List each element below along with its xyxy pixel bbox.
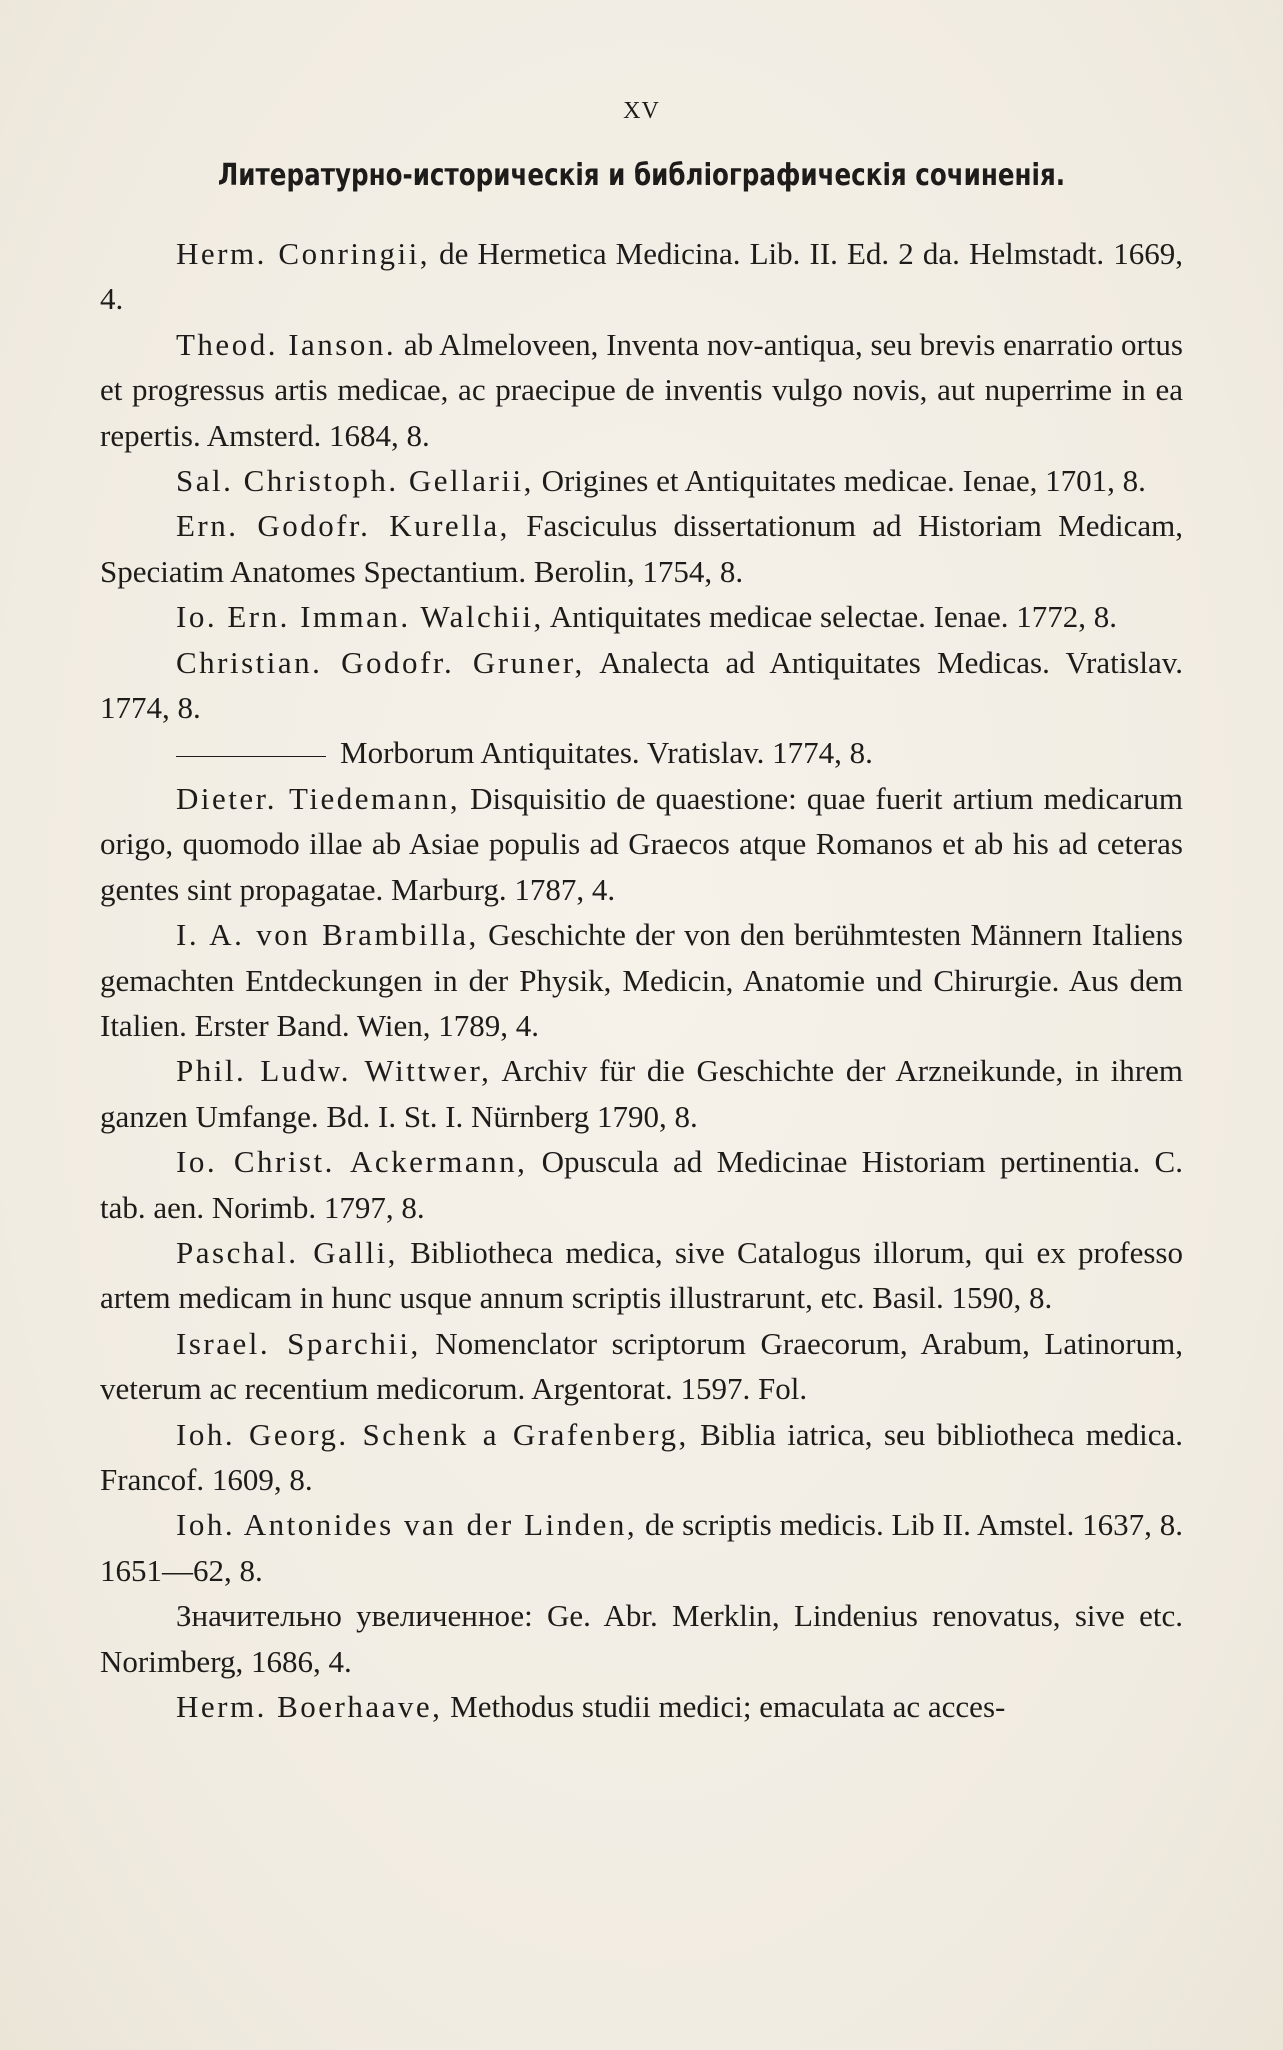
entry-text: de Hermetica Medicina. Lib. II. Ed. 2 da. Helmstadt. 1669, 4.: [100, 236, 1183, 317]
entry-author: Io. Christ. Ackermann,: [176, 1144, 528, 1180]
entry-text: Nomenclator scriptorum Graecorum, Arabum, Latinorum, veterum ac recentium medicorum. Argentorat. 1597. Fol.: [100, 1325, 1183, 1407]
entry-author: Значительно увеличенное: Ge. Abr. Merklin,: [176, 1598, 780, 1634]
page-number: XV: [623, 98, 660, 124]
entry-text: Fasciculus dissertationum ad Historiam Medicam, Speciatim Anatomes Spectantium. Berolin, 1754, 8.: [100, 508, 1184, 589]
entry-author: Paschal. Galli,: [176, 1234, 398, 1270]
bibliography-entry: [100, 231, 1183, 322]
entry-text: Archiv für die Geschichte der Arzneikunde, in ihrem ganzen Umfange. Bd. I. St. I. Nürnberg 1790, 8.: [100, 1053, 1183, 1134]
bibliography-entry: [100, 1048, 1183, 1139]
entry-author: I. A. von Brambilla,: [176, 917, 479, 953]
bibliography-entry: [100, 912, 1183, 1048]
bibliography-list: [100, 231, 1183, 1729]
entry-text: de scriptis medicis. Lib II. Amstel. 1637, 8. 1651—62, 8.: [100, 1507, 1184, 1588]
entry-text: Biblia iatrica, seu bibliotheca medica. Francof. 1609, 8.: [100, 1416, 1183, 1497]
bibliography-entry: [100, 458, 1183, 503]
bibliography-entry: [100, 1139, 1183, 1230]
entry-author: Theod. Ianson.: [176, 326, 397, 362]
entry-author: Io. Ern. Imman. Walchii,: [176, 599, 544, 635]
bibliography-entry: [100, 594, 1183, 639]
entry-author: Ern. Godofr. Kurella,: [176, 508, 510, 544]
entry-text: Geschichte der von den berühmtesten Männern Italiens gemachten Entdeckungen in der Physik, Medicin, Anatomie und Chirurgie. Aus dem Italien. Erster Band. Wien, 1789, 4.: [100, 917, 1183, 1043]
bibliography-entry: [100, 776, 1183, 912]
bibliography-entry: [100, 1230, 1183, 1321]
entry-author: Herm. Boerhaave,: [176, 1689, 443, 1724]
entry-text: ab Almeloveen, Inventa nov-antiqua, seu brevis enarratio ortus et progressus artis medicae, ac praecipue de inventis vulgo novis, aut nuperrime in ea repertis. Amsterd. 1684, 8.: [100, 326, 1183, 453]
entry-author: Herm. Conringii,: [176, 236, 431, 271]
bibliography-entry: [100, 1321, 1183, 1412]
entry-author: Sal. Christoph. Gellarii,: [176, 463, 534, 499]
bibliography-entry: [100, 730, 1183, 775]
entry-text: Disquisitio de quaestione: quae fuerit artium medicarum origo, quomodo illae ab Asiae populis ad Graecos atque Romanos et ab his ad ceteras gentes sint propagatae. Marburg. 1787, 4.: [100, 780, 1183, 907]
bibliography-entry: [100, 1684, 1183, 1729]
entry-text: Opuscula ad Medicinae Historiam pertinentia. C. tab. aen. Norimb. 1797, 8.: [100, 1144, 1183, 1225]
ditto-dash: [176, 756, 326, 757]
entry-text: Methodus studii medici; emaculata ac acces-: [442, 1689, 1006, 1724]
entry-author: Israel. Sparchii,: [176, 1325, 421, 1361]
entry-text: Analecta ad Antiquitates Medicas. Vratislav. 1774, 8.: [100, 644, 1183, 726]
bibliography-entry: [100, 1502, 1183, 1593]
bibliography-entry: [100, 503, 1183, 594]
entry-text: Bibliotheca medica, sive Catalogus illorum, qui ex professo artem medicam in hunc usque annum scriptis illustrarunt, etc. Basil. 1590, 8.: [100, 1234, 1183, 1316]
bibliography-entry: [100, 322, 1183, 458]
entry-author: Christian. Godofr. Gruner,: [176, 644, 585, 680]
entry-text: Antiquitates medicae selectae. Ienae. 1772, 8.: [543, 599, 1117, 635]
entry-author: Ioh. Georg. Schenk a Grafenberg,: [176, 1416, 689, 1452]
entry-text: Origines et Antiquitates medicae. Ienae, 1701, 8.: [533, 463, 1146, 499]
entry-author: Dieter. Tiedemann,: [176, 780, 461, 816]
bibliography-entry: [100, 640, 1183, 731]
entry-author: Phil. Ludw. Wittwer,: [176, 1053, 492, 1089]
entry-text: Morborum Antiquitates. Vratislav. 1774, 8.: [340, 735, 873, 771]
bibliography-entry: [100, 1593, 1183, 1684]
section-heading: Литературно-историческія и библіографическія сочиненія.: [217, 158, 1066, 193]
bibliography-entry: [100, 1412, 1183, 1503]
entry-author: Ioh. Antonides van der Linden,: [176, 1507, 638, 1543]
entry-text: Lindenius renovatus, sive etc. Norimberg, 1686, 4.: [100, 1598, 1184, 1679]
